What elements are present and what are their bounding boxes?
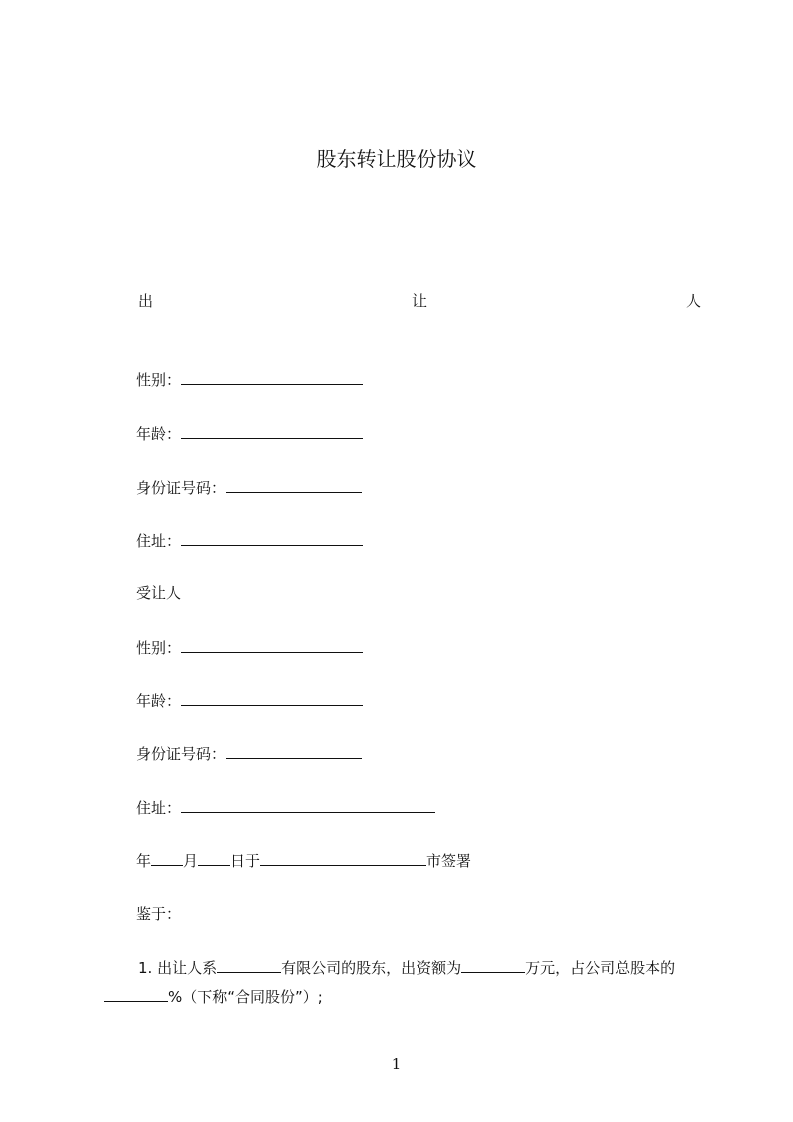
transferor-heading	[138, 290, 701, 311]
day-at-label: 日于	[230, 852, 261, 870]
transferee-id-field	[136, 744, 362, 764]
clause-1-part-2: 有限公司的股东，出资额为	[281, 959, 462, 977]
transferor-address-blank[interactable]	[181, 531, 363, 546]
month-blank[interactable]	[151, 851, 183, 866]
address-label: 住址：	[136, 532, 182, 550]
month-label: 月	[183, 852, 199, 870]
clause-1-part-1: 1. 出让人系	[138, 959, 218, 977]
transferee-address-blank[interactable]	[181, 798, 435, 813]
gender-label: 性别：	[136, 639, 182, 657]
clause-1-part-3: 万元，占公司总股本的	[525, 959, 676, 977]
transferor-gender-field	[136, 370, 363, 390]
transferee-gender-field	[136, 638, 363, 658]
transferor-age-field	[136, 424, 363, 444]
transferee-id-blank[interactable]	[226, 744, 362, 759]
transferor-heading-char-2: 让	[411, 292, 427, 310]
transferor-address-field	[136, 531, 363, 551]
transferor-age-blank[interactable]	[181, 424, 363, 439]
transferee-age-blank[interactable]	[181, 691, 363, 706]
age-label: 年龄：	[136, 692, 182, 710]
clause-1-line-1	[138, 957, 675, 978]
gender-label: 性别：	[136, 371, 182, 389]
transferor-gender-blank[interactable]	[181, 370, 363, 385]
company-name-blank[interactable]	[217, 958, 281, 973]
whereas-heading: 鉴于：	[136, 905, 182, 923]
age-label: 年龄：	[136, 425, 182, 443]
clause-1-line-2	[104, 986, 323, 1007]
capital-amount-blank[interactable]	[461, 958, 525, 973]
year-label: 年	[136, 852, 152, 870]
transferee-heading: 受让人	[136, 584, 182, 602]
clause-1-part-4: %（下称“合同股份”）;	[168, 988, 323, 1006]
transferee-age-field	[136, 691, 363, 711]
city-blank[interactable]	[260, 851, 426, 866]
transferee-gender-blank[interactable]	[181, 638, 363, 653]
city-signed-label: 市签署	[426, 852, 472, 870]
transferor-heading-char-3: 人	[685, 292, 701, 310]
day-blank[interactable]	[198, 851, 230, 866]
transferor-id-field	[136, 478, 362, 498]
share-percent-blank[interactable]	[104, 987, 168, 1002]
transferor-heading-char-1: 出	[138, 292, 154, 310]
document-title: 股东转让股份协议	[316, 147, 477, 171]
id-number-label: 身份证号码：	[136, 745, 227, 763]
transferee-address-field	[136, 798, 435, 818]
address-label: 住址：	[136, 799, 182, 817]
signing-date-line	[136, 851, 471, 871]
transferor-id-blank[interactable]	[226, 478, 362, 493]
id-number-label: 身份证号码：	[136, 479, 227, 497]
page-number: 1	[391, 1055, 402, 1073]
